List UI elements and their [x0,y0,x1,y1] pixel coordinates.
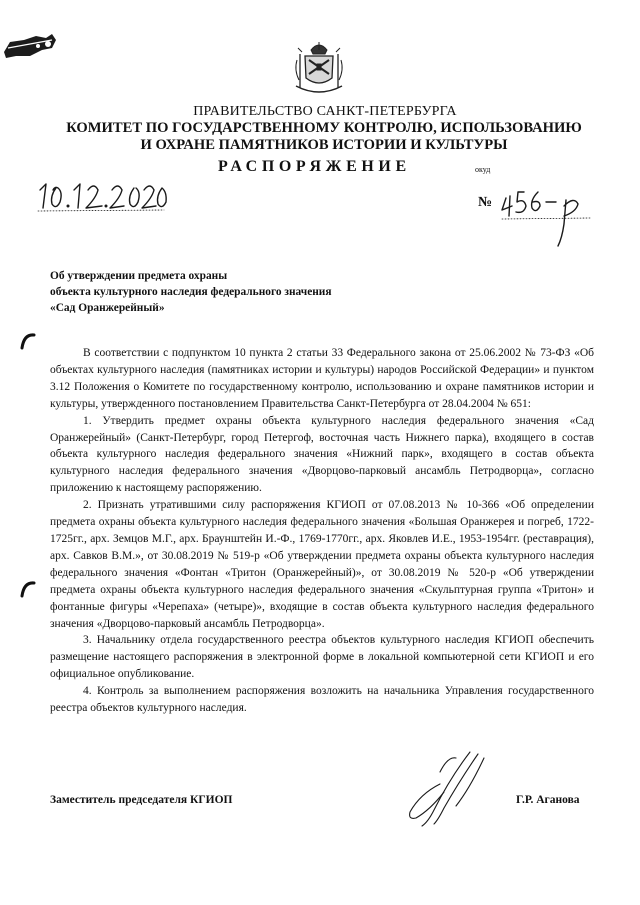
committee-line-1: КОМИТЕТ ПО ГОСУДАРСТВЕННОМУ КОНТРОЛЮ, ИСПОЛЬЗОВАНИЮ [66,120,582,136]
number-label: № [478,195,493,210]
subject-line-1: Об утверждении предмета охраны [50,270,228,282]
margin-mark [18,332,36,352]
stamp-mark [2,30,60,64]
handwritten-signature [400,748,488,830]
subject-line-2: объекта культурного наследия федерального значения [50,286,332,298]
committee-name [0,120,640,154]
handwritten-date [36,178,168,214]
margin-mark [18,580,36,600]
item-4-paragraph: 4. Контроль за выполнением распоряжения возложить на начальника Управления государственного реестра объектов культурного наследия. [50,685,594,715]
signer-name: Г.Р. Аганова [516,794,580,806]
preamble-paragraph: В соответствии с подпунктом 10 пункта 2 статьи 33 Федерального закона от 25.06.2002 № 73-ФЗ «Об объектах культурного наследия (памятниках истории и культуры) народов Российской Федерации» и пунктом 3.12 Положения о Комитете по государственному контролю, использованию и охране памятников истории и культуры, утвержденного постановлением Правительства Санкт-Петербурга от 28.04.2004 № 651: [50,347,594,410]
item-2-paragraph: 2. Признать утратившими силу распоряжения КГИОП от 07.08.2013 № 10-366 «Об определении предмета охраны объекта культурного наследия федерального значения «Большая Оранжерея и погреб, 1722-1725гг., арх. Земцов М.Г., арх. Браунштейн И.-Ф., 1769-1770гг., арх. Яковлев И.Е., 1953-1954гг. (реставрация), арх. Савков В.М.», от 30.08.2019 № 519-р «Об утверждении предмета охраны объекта культурного наследия федерального значения «Фонтан «Тритон (Оранжерейный)», от 30.08.2019 № 520-р «Об утверждении предмета охраны объекта культурного наследия федерального значения «Скульптурная группа «Тритон» и фонтанные фигуры «Черепаха» (четыре)», входящие в состав объекта культурного наследия федерального значения «Дворцово-парковый ансамбль Петродворца». [50,499,594,630]
item-1-paragraph: 1. Утвердить предмет охраны объекта культурного наследия федерального значения «Сад Оранжерейный» (Санкт-Петербург, город Петергоф, восточная часть Нижнего парка), входящего в состав объекта культурного наследия федерального значения «Нижний парк», входящего в состав объекта культурного наследия федерального значения «Дворцово-парковый ансамбль Петродворца», согласно приложению к настоящему распоряжению. [50,414,594,495]
order-body [50,345,594,717]
order-subject [50,268,332,316]
document-type: РАСПОРЯЖЕНИЕ [218,158,411,175]
signer-title: Заместитель председателя КГИОП [50,794,233,806]
committee-line-2: И ОХРАНЕ ПАМЯТНИКОВ ИСТОРИИ И КУЛЬТУРЫ [140,137,508,153]
handwritten-number [500,182,596,250]
subject-line-3: «Сад Оранжерейный» [50,302,165,314]
coat-of-arms-icon [291,40,347,98]
government-name: ПРАВИТЕЛЬСТВО САНКТ-ПЕТЕРБУРГА [193,104,457,119]
item-3-paragraph: 3. Начальнику отдела государственного реестра объектов культурного наследия КГИОП обеспечить размещение настоящего распоряжения в электронной форме в локальной компьютерной сети КГИОП и его официальное опубликование. [50,634,594,681]
okud-label: окуд [475,165,491,174]
